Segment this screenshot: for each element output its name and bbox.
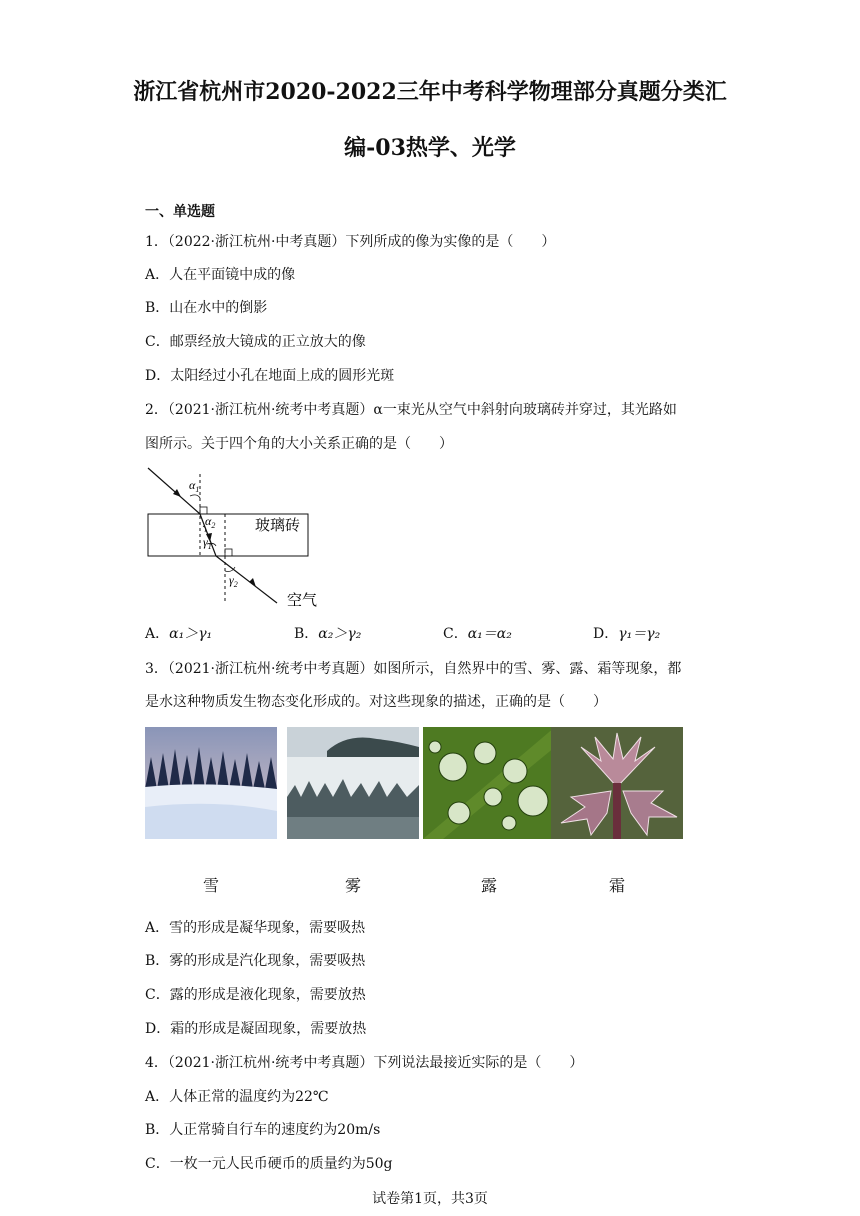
right-angle-mark xyxy=(225,549,232,556)
q2-option-b: B．α₂＞γ₂ xyxy=(294,626,362,642)
q3-option-d: D．霜的形成是凝固现象，需要放热 xyxy=(145,1021,367,1037)
q2-option-d: D．γ₁＝γ₂ xyxy=(593,626,661,642)
light-ray-exit xyxy=(216,556,277,603)
angle-g2-label: γ xyxy=(229,573,234,587)
q2-option-a-expr: α₁＞γ₁ xyxy=(169,626,213,642)
svg-text:α1 xyxy=(189,478,199,494)
frost-photo xyxy=(551,727,683,839)
angle-g2-sub: 2 xyxy=(233,580,238,589)
section-heading: 一、单选题 xyxy=(145,204,215,220)
angle-a1-label: α xyxy=(189,478,196,492)
q2-option-b-expr: α₂＞γ₂ xyxy=(318,626,362,642)
q1-option-a: A．人在平面镜中成的像 xyxy=(145,267,296,283)
q4-option-c: C．一枚一元人民币硬币的质量约为50g xyxy=(145,1156,393,1172)
title-line-2: 编-03热学、光学 xyxy=(344,135,516,161)
q2-option-d-expr: γ₁＝γ₂ xyxy=(618,626,661,642)
arrow-icon xyxy=(249,578,256,587)
fog-photo xyxy=(287,727,419,839)
q1-option-b: B．山在水中的倒影 xyxy=(145,300,268,316)
q4-option-b: B．人正常骑自行车的速度约为20m/s xyxy=(145,1122,381,1138)
angle-a2-label: α xyxy=(205,514,212,528)
svg-text:α2 xyxy=(205,514,215,530)
q4-option-a: A．人体正常的温度约为22℃ xyxy=(145,1089,329,1105)
glass-label: 玻璃砖 xyxy=(255,518,301,534)
q2-option-a: A．α₁＞γ₁ xyxy=(145,626,213,642)
svg-text:γ2 xyxy=(229,573,238,589)
q1-option-d: D．太阳经过小孔在地面上成的圆形光斑 xyxy=(145,368,395,384)
angle-a2-sub: 2 xyxy=(211,521,216,530)
q3-stem-line-1: 3．（2021·浙江杭州·统考中考真题）如图所示，自然界中的雪、雾、露、霜等现象，都 xyxy=(145,661,682,677)
angle-g1-sub: 1 xyxy=(207,542,212,551)
document-title xyxy=(100,64,760,176)
q3-stem-line-2: 是水这种物质发生物态变化形成的。对这些现象的描述，正确的是（ ） xyxy=(145,694,607,710)
q3-option-a: A．雪的形成是凝华现象，需要吸热 xyxy=(145,920,366,936)
q2-option-c-expr: α₁＝α₂ xyxy=(467,626,512,642)
dew-photo xyxy=(423,727,555,839)
arrow-icon xyxy=(173,489,181,497)
refraction-diagram xyxy=(145,466,345,616)
q1-option-c: C．邮票经放大镜成的正立放大的像 xyxy=(145,334,366,350)
q3-option-c: C．露的形成是液化现象，需要放热 xyxy=(145,987,366,1003)
angle-arc xyxy=(190,495,200,498)
angle-a1-sub: 1 xyxy=(195,485,200,494)
snow-caption: 雪 xyxy=(202,876,219,895)
dew-caption: 露 xyxy=(480,876,497,895)
q2-stem-line-2: 图所示。关于四个角的大小关系正确的是（ ） xyxy=(145,436,453,452)
page-footer: 试卷第1页，共3页 xyxy=(372,1191,488,1207)
q4-stem: 4．（2021·浙江杭州·统考中考真题）下列说法最接近实际的是（ ） xyxy=(145,1055,584,1071)
q1-stem: 1．（2022·浙江杭州·中考真题）下列所成的像为实像的是（ ） xyxy=(145,234,556,250)
q2-option-c: C．α₁＝α₂ xyxy=(443,626,512,642)
fog-caption: 雾 xyxy=(344,876,361,895)
right-angle-mark xyxy=(200,507,207,514)
title-line-1: 浙江省杭州市2020-2022三年中考科学物理部分真题分类汇 xyxy=(133,79,727,105)
frost-caption: 霜 xyxy=(608,876,625,895)
angle-g1-label: γ xyxy=(203,535,208,549)
q3-option-b: B．雾的形成是汽化现象，需要吸热 xyxy=(145,953,366,969)
angle-arc xyxy=(225,567,235,572)
q2-stem-line-1: 2．（2021·浙江杭州·统考中考真题）α一束光从空气中斜射向玻璃砖并穿过，其光路如 xyxy=(145,402,677,418)
air-label: 空气 xyxy=(287,593,318,609)
snow-photo xyxy=(145,727,277,839)
